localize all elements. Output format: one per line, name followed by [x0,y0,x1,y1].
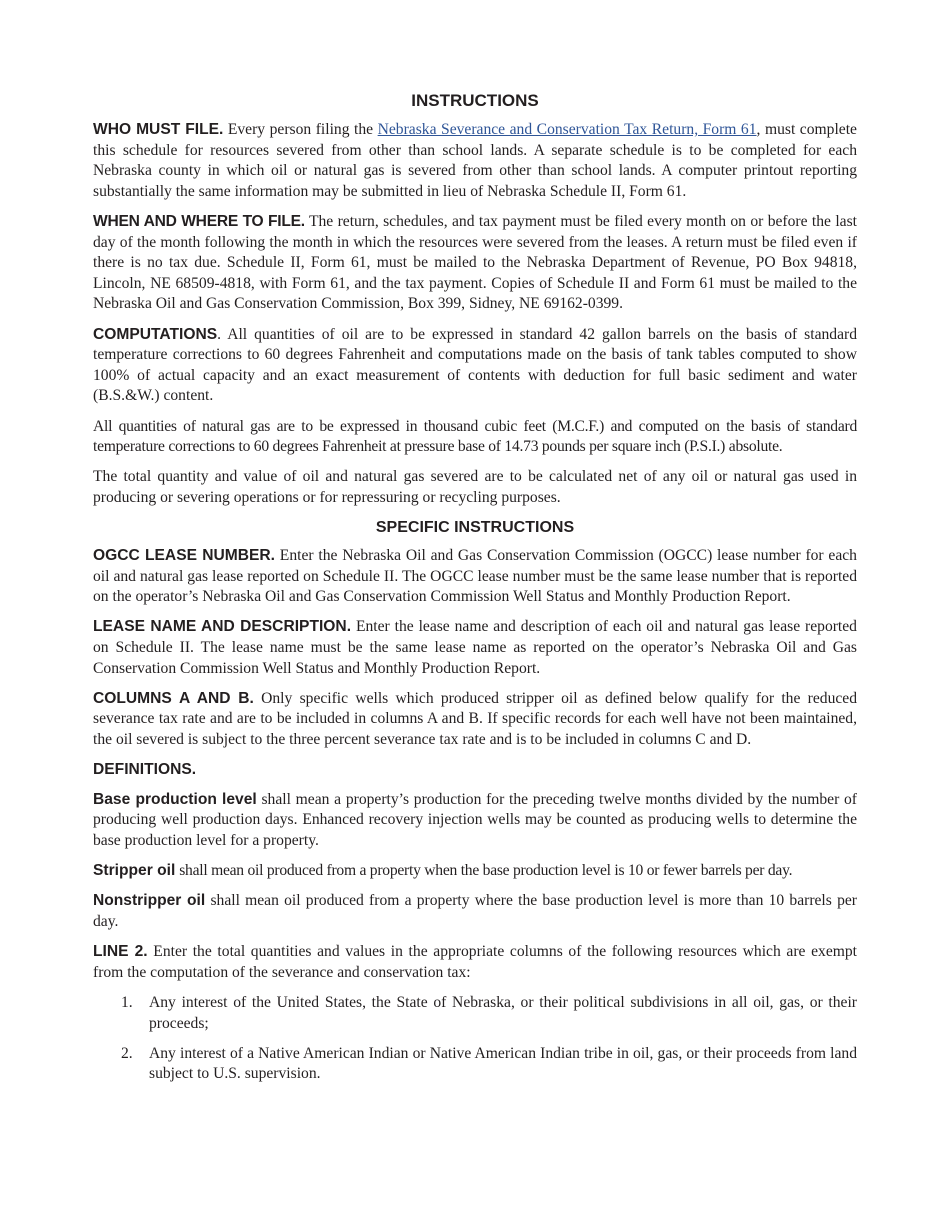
natural-gas-paragraph: All quantities of natural gas are to be expressed in thousand cubic feet (M.C.F.) and computed on the basis of standard temperature corrections to 60 degrees Fahrenheit at pressure base of 14.73 pounds per square inch (P.S.I.) absolute. [93,417,857,456]
line-2-heading: LINE 2. [93,943,148,961]
base-production-paragraph [93,790,857,852]
columns-ab-heading: COLUMNS A AND B. [93,689,254,707]
computations-paragraph [93,325,857,407]
ogcc-paragraph [93,546,857,608]
nonstripper-oil-text: shall mean oil produced from a property where the base production level is more than 10 barrels per day. [93,892,857,930]
lease-name-paragraph [93,617,857,679]
stripper-oil-term: Stripper oil [93,862,176,880]
nonstripper-oil-term: Nonstripper oil [93,892,206,910]
who-must-file-text-before: Every person filing the [227,121,374,138]
base-production-text: shall mean a property’s production for the preceding twelve months divided by the number of producing well production days. Enhanced recovery injection wells may be counted as producing wells to determine the base production level for a property. [93,790,858,849]
definitions-heading: DEFINITIONS. [93,761,197,779]
instructions-page [93,90,857,1094]
who-must-file-paragraph [93,120,857,202]
form-61-link[interactable]: Nebraska Severance and Conservation Tax Return, Form 61 [377,121,757,138]
page-title: INSTRUCTIONS [411,91,539,110]
list-item-text: Any interest of the United States, the State of Nebraska, or their political subdivisions in all oil, gas, or their proceeds; [149,993,857,1032]
line-2-paragraph [93,942,857,983]
list-item-number: 1. [121,993,133,1011]
lease-name-heading: LEASE NAME AND DESCRIPTION. [93,618,352,636]
ogcc-text: Enter the Nebraska Oil and Gas Conservation Commission (OGCC) lease number for each oil and natural gas lease reported on Schedule II. The OGCC lease number must be the same lease number that is reported on the operator’s Nebraska Oil and Gas Conservation Commission Well Status and Monthly Production Report. [93,547,857,606]
base-production-term: Base production level [93,790,257,808]
who-must-file-heading: WHO MUST FILE. [93,121,224,138]
lease-name-text: Enter the lease name and description of each oil and natural gas lease reported on Schedule II. The lease name must be the same lease name as reported on the operator’s Nebraska Oil and Gas Conservation Commission Well Status and Monthly Production Report. [93,618,857,677]
list-item [93,993,857,1034]
when-where-text: The return, schedules, and tax payment must be filed every month on or before the last day of the month following the month in which the resources were severed from the leases. A return must be filed even if there is no tax due. Schedule II, Form 61, must be mailed to the Nebraska Department of Revenue, PO Box 94818, Lincoln, NE 68509-4818, with Form 61, and the tax payment. Copies of Schedule II and Form 61 must be mailed to the Nebraska Oil and Gas Conservation Commission, Box 399, Sidney, NE 69162-0399. [93,212,857,313]
stripper-oil-paragraph [93,861,857,882]
list-item [93,1044,857,1085]
nonstripper-oil-paragraph [93,891,857,932]
ogcc-heading: OGCC LEASE NUMBER. [93,547,275,565]
columns-ab-paragraph [93,689,857,751]
list-item-number: 2. [121,1044,133,1062]
who-must-file-text-after: , must complete this schedule for resources severed from other than school lands. A separate schedule is to be completed for each Nebraska county in which oil or natural gas is severed from other than school lands. A computer printout reporting substantially the same information may be submitted in lieu of Nebraska Schedule II, Form 61. [93,121,857,200]
when-where-heading: WHEN AND WHERE TO FILE. [93,212,305,230]
computations-text: . All quantities of oil are to be expressed in standard 42 gallon barrels on the basis of standard temperature corrections to 60 degrees Fahrenheit and computations made on the basis of tank tables computed to show 100% of actual capacity and an exact measurement of contents with deduction for full basic sediment and water (B.S.&W.) content. [93,325,857,405]
specific-instructions-title: SPECIFIC INSTRUCTIONS [375,519,575,537]
when-where-paragraph [93,212,857,315]
total-quantity-paragraph: The total quantity and value of oil and natural gas severed are to be calculated net of any oil or natural gas used in producing or severing operations or for repressuring or recycling purposes. [93,468,857,506]
stripper-oil-text: shall mean oil produced from a property when the base production level is 10 or fewer barrels per day. [179,862,793,880]
line-2-text: Enter the total quantities and values in the appropriate columns of the following resources which are exempt from the computation of the severance and conservation tax: [93,943,857,981]
computations-heading: COMPUTATIONS [93,325,218,343]
columns-ab-text: Only specific wells which produced stripper oil as defined below qualify for the reduced severance tax rate and are to be included in columns A and B. If specific records for each well have not been maintained, the oil severed is subject to the three percent severance tax rate and is to be included in columns C and D. [93,689,858,748]
list-item-text: Any interest of a Native American Indian or Native American Indian tribe in oil, gas, or their proceeds from land subject to U.S. supervision. [149,1044,857,1083]
exemption-list [93,993,857,1085]
